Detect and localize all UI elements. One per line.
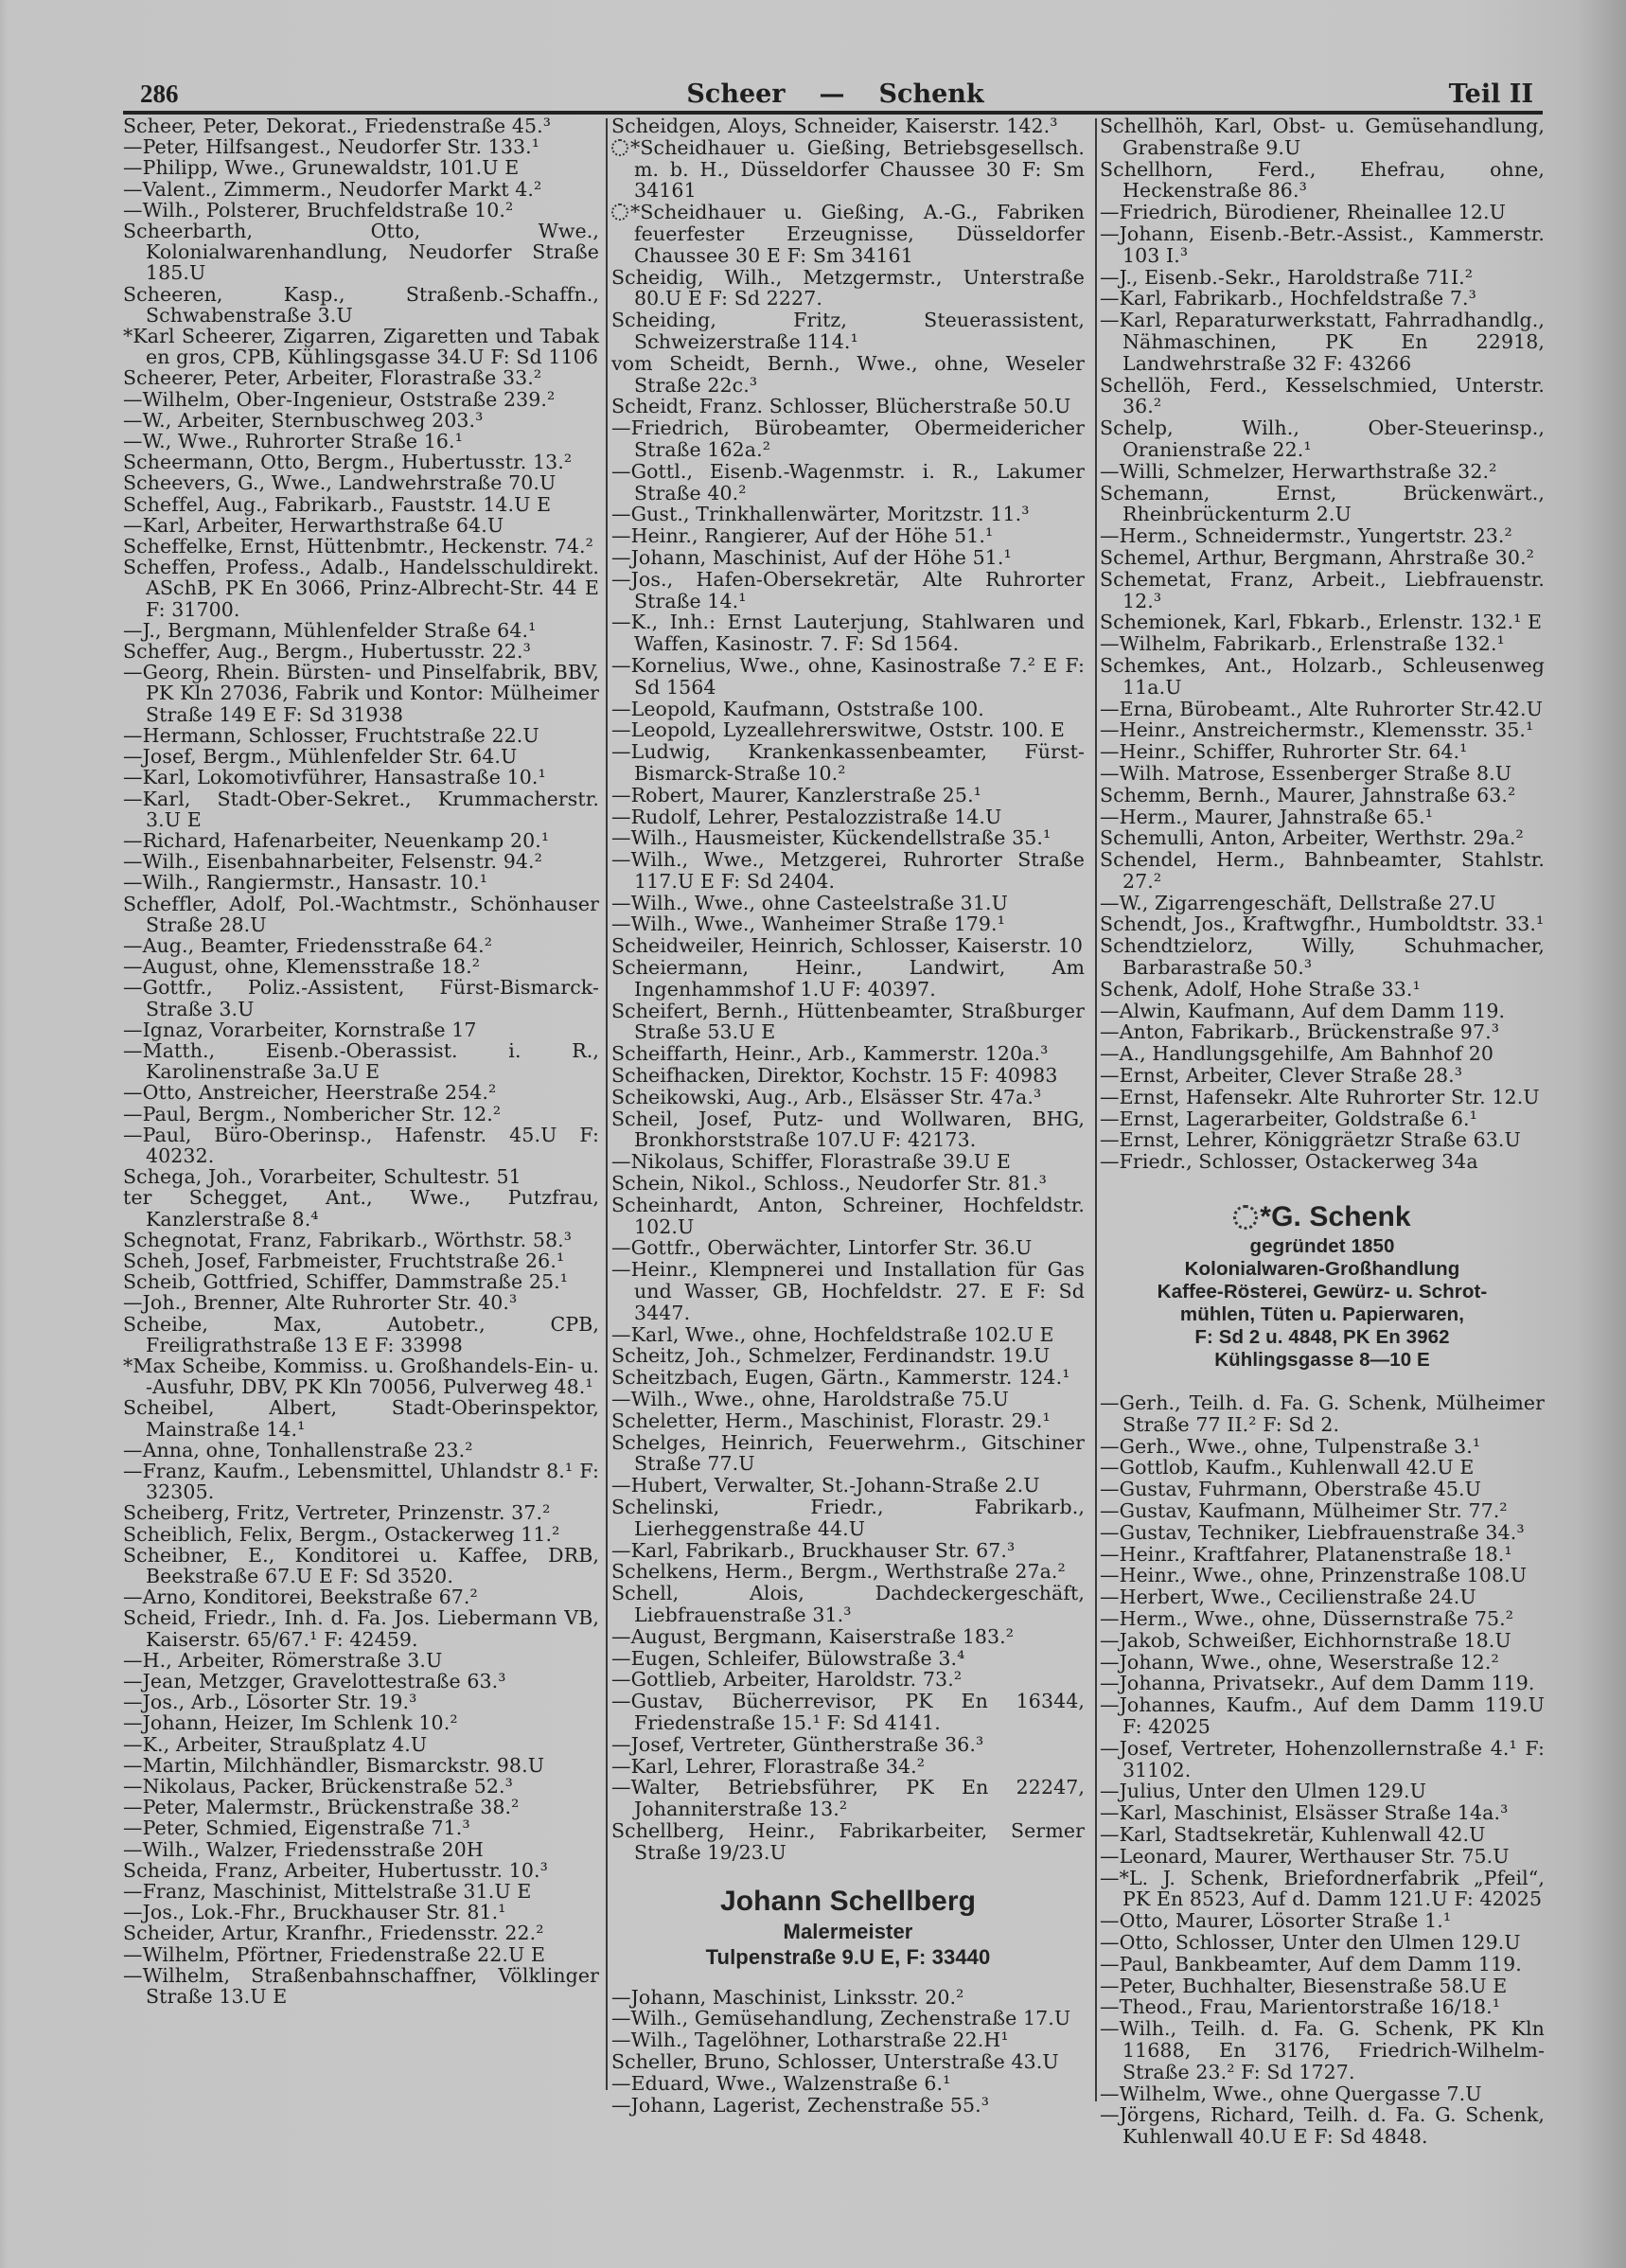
directory-entry: —Wilh., Wwe., ohne Casteelstraße 31.U [611,891,1008,914]
directory-entry: —Anton, Fabrikarb., Brückenstraße 97.³ [1100,1020,1500,1044]
directory-entry: Scheiberg, Fritz, Vertreter, Prinzenstr. 37.² [123,1501,551,1525]
directory-entry: —Jörgens, Richard, Teilh. d. Fa. G. Schenk, Kuhlenwall 40.U E F: Sd 4848. [1100,2103,1545,2149]
directory-entry: —Wilhelm, Fabrikarb., Erlenstraße 132.¹ [1100,632,1505,656]
directory-entry: Scheerer, Peter, Arbeiter, Florastraße 33.² [123,366,542,390]
directory-entry: —Jos., Arb., Lösorter Str. 19.³ [123,1691,417,1714]
directory-entry: —Friedr., Schlosser, Ostackerweg 34a [1100,1150,1478,1174]
directory-entry: —Heinr., Kraftfahrer, Platanenstraße 18.¹ [1100,1542,1512,1566]
directory-entry: —Anna, ohne, Tonhallenstraße 23.² [123,1438,473,1462]
directory-entry: —Johanna, Privatsekr., Auf dem Damm 119. [1100,1672,1535,1695]
directory-entry: Schemulli, Anton, Arbeiter, Werthstr. 29a.² [1100,826,1524,850]
running-head-to: Schenk [878,80,984,109]
directory-entry: Scheider, Artur, Kranfhr., Friedensstr. 22.² [123,1922,544,1945]
directory-entry: —W., Zigarrengeschäft, Dellstraße 27.U [1100,891,1496,914]
directory-entry: Scheidig, Wilh., Metzgermstr., Unterstraße 80.U E F: Sd 2227. [611,265,1085,310]
directory-entry: Scheifert, Bernh., Hüttenbeamter, Straßburger Straße 53.U E [611,999,1085,1044]
directory-entry: —Alwin, Kaufmann, Auf dem Damm 119. [1100,999,1506,1022]
ad-title-text: *G. Schenk [1260,1201,1411,1233]
directory-entry: Schendel, Herm., Bahnbeamter, Stahlstr. 27.² [1100,848,1545,893]
wreath-icon [611,204,628,221]
directory-entry: —Nikolaus, Schiffer, Florastraße 39.U E [611,1150,1011,1174]
column-1 [123,115,599,2007]
directory-entry: —Theod., Frau, Marientorstraße 16/18.¹ [1100,1995,1501,2019]
running-head-from: Scheer [686,80,786,109]
directory-entry: Scheffer, Aug., Bergm., Hubertusstr. 22.³ [123,640,531,664]
directory-entry: Scheller, Bruno, Schlosser, Unterstraße 43.U [611,2049,1059,2073]
directory-entry: Schendtzielorz, Willy, Schuhmacher, Barbarastraße 50.³ [1100,934,1545,980]
directory-entry: —A., Handlungsgehilfe, Am Bahnhof 20 [1100,1042,1493,1066]
directory-entry: Scheiblich, Felix, Bergm., Ostackerweg 11.² [123,1522,560,1546]
ad-line: Kaffee-Rösterei, Gewürz- u. Schrot- [1157,1281,1488,1303]
directory-entry: —Johann, Heizer, Im Schlenk 10.² [123,1711,458,1735]
directory-entry: —Heinr., Schiffer, Ruhrorter Str. 64.¹ [1100,740,1468,764]
directory-entry: Scheidt, Franz. Schlosser, Blücherstraße 50.U [611,395,1071,418]
directory-entry: —Jos., Hafen-Obersekretär, Alte Ruhrorter Straße 14.¹ [611,567,1085,612]
ad-title [611,1885,1085,1919]
directory-entry: —K., Arbeiter, Straußplatz 4.U [123,1732,428,1756]
page-number: 286 [140,80,179,108]
directory-entry: —Gottl., Eisenb.-Wagenmstr. i. R., Lakumer Straße 40.² [611,459,1085,505]
directory-entry: —Valent., Zimmerm., Neudorfer Markt 4.² [123,177,542,201]
directory-entry: Schellhöh, Karl, Obst- u. Gemüsehandlung, Grabenstraße 9.U [1100,115,1545,159]
directory-entry: Scheil, Josef, Putz- und Wollwaren, BHG, Bronkhorststraße 107.U F: 42173. [611,1107,1085,1152]
directory-entry: *Karl Scheerer, Zigarren, Zigaretten und Tabak en gros, CPB, Kühlingsgasse 34.U F: Sd 1106 [123,325,599,369]
directory-entry: —*L. J. Schenk, Briefordnerfabrik „Pfeil“, PK En 8523, Auf d. Damm 121.U F: 42025 [1100,1866,1545,1911]
directory-entry: —Karl, Lehrer, Florastraße 34.² [611,1754,926,1778]
directory-entry: —Georg, Rhein. Bürsten- und Pinselfabrik, BBV, PK Kln 27036, Fabrik und Kontor: Mülheimer Straße 149 E F: Sd 31938 [123,661,599,726]
directory-entry: Scheermann, Otto, Bergm., Hubertusstr. 13.² [123,451,573,474]
directory-entry: Schellberg, Heinr., Fabrikarbeiter, Sermer Straße 19/23.U [611,1818,1085,1864]
directory-entry: Schemann, Ernst, Brückenwärt., Rheinbrückenturm 2.U [1100,481,1545,526]
directory-entry: —Karl, Reparaturwerkstatt, Fahrradhandlg., Nähmaschinen, PK En 22918, Landwehrstraße 32 F: 43266 [1100,309,1545,375]
directory-entry: —Gust., Trinkhallenwärter, Moritzstr. 11.³ [611,503,1030,526]
directory-entry: Scheiermann, Heinr., Landwirt, Am Ingenhammshof 1.U F: 40397. [611,956,1085,1001]
directory-entry: —K., Inh.: Ernst Lauterjung, Stahlwaren und Waffen, Kasinostr. 7. F: Sd 1564. [611,611,1085,656]
directory-entry: —Joh., Brenner, Alte Ruhrorter Str. 40.³ [123,1291,518,1315]
directory-entry: Schemm, Bernh., Maurer, Jahnstraße 63.² [1100,783,1516,806]
directory-entry: —Ernst, Lehrer, Königgräetzr Straße 63.U [1100,1128,1521,1152]
directory-entry: —Arno, Konditorei, Beekstraße 67.² [123,1586,478,1609]
directory-entry: Schellöh, Ferd., Kesselschmied, Unterstr. 36.² [1100,373,1545,418]
directory-entry: Schendt, Jos., Kraftwgfhr., Humboldtstr. 33.¹ [1100,913,1545,936]
directory-entry: Schell, Alois, Dachdeckergeschäft, Liebfrauenstraße 31.³ [611,1582,1085,1626]
directory-entry: —Johann, Eisenb.-Betr.-Assist., Kammerstr. 103 I.³ [1100,221,1545,267]
directory-entry: —Gottlob, Kaufm., Kuhlenwall 42.U E [1100,1456,1475,1480]
directory-entry: —Wilh. Matrose, Essenberger Straße 8.U [1100,761,1512,785]
directory-entry: —Friedrich, Bürobeamter, Obermeidericher Straße 162a.² [611,416,1085,461]
directory-entry: —Ernst, Arbeiter, Clever Straße 28.³ [1100,1064,1463,1088]
directory-entry: —Johannes, Kaufm., Auf dem Damm 119.U F: 42025 [1100,1693,1545,1738]
part-label: Teil II [1448,80,1533,109]
column-3 [1100,115,1545,2148]
advertisement [611,1885,1085,1970]
directory-entry: —Hubert, Verwalter, St.-Johann-Straße 2.U [611,1474,1040,1497]
directory-entry: —Karl, Wwe., ohne, Hochfeldstraße 102.U E [611,1322,1054,1346]
directory-entry: Schein, Nikol., Schloss., Neudorfer Str. 81.³ [611,1172,1047,1196]
directory-entry: —Paul, Bankbeamter, Auf dem Damm 119. [1100,1952,1522,1976]
ad-title-text: Johann Schellberg [719,1885,977,1917]
directory-entry: Scheevers, G., Wwe., Landwehrstraße 70.U [123,471,557,495]
directory-entry: Schemetat, Franz, Arbeit., Liebfrauenstr. 12.³ [1100,567,1545,612]
ad-line: Kühlingsgasse 8—10 E [1214,1349,1430,1372]
directory-entry: —J., Eisenb.-Sekr., Haroldstraße 71I.² [1100,265,1474,289]
directory-entry: —Eugen, Schleifer, Bülowstraße 3.⁴ [611,1646,965,1670]
directory-entry: —Gustav, Kaufmann, Mülheimer Str. 77.² [1100,1499,1508,1523]
directory-entry: —Heinr., Klempnerei und Installation für Gas und Wasser, GB, Hochfeldstr. 27. E F: Sd 3447. [611,1258,1085,1324]
directory-entry: —Gustav, Techniker, Liebfrauenstraße 34.³ [1100,1520,1525,1544]
directory-entry: —J., Bergmann, Mühlenfelder Straße 64.¹ [123,618,537,642]
directory-entry: —Josef, Bergm., Mühlenfelder Str. 64.U [123,745,518,769]
directory-entry: —Johann, Wwe., ohne, Weserstraße 12.² [1100,1650,1499,1674]
ad-line: mühlen, Tüten u. Papierwaren, [1179,1303,1465,1326]
directory-entry: —Wilh., Wwe., Metzgerei, Ruhrorter Straße 117.U E F: Sd 2404. [611,848,1085,893]
directory-entry: —Otto, Anstreicher, Heerstraße 254.² [123,1081,497,1105]
directory-entry: Schemkes, Ant., Holzarb., Schleusenweg 11a.U [1100,653,1545,699]
directory-entry: —Wilh., Tagelöhner, Lotharstraße 22.H¹ [611,2029,1009,2052]
directory-entry: —Ludwig, Krankenkassenbeamter, Fürst-Bismarck-Straße 10.² [611,740,1085,785]
column-divider [1095,118,1097,2101]
directory-entry: —Jos., Lok.-Fhr., Bruckhauser Str. 81.¹ [123,1901,506,1924]
directory-entry: —Karl, Arbeiter, Herwarthstraße 64.U [123,513,504,537]
wreath-icon [611,139,628,156]
directory-entry: Scheitz, Joh., Schmelzer, Ferdinandstr. 19.U [611,1344,1051,1368]
directory-entry: —W., Wwe., Ruhrorter Straße 16.¹ [123,430,463,453]
directory-entry: —Aug., Beamter, Friedensstraße 64.² [123,933,493,957]
directory-entry: —Wilh., Wwe., ohne, Haroldstraße 75.U [611,1388,1009,1411]
directory-entry: Scheffelke, Ernst, Hüttenbmtr., Heckenstr. 74.² [123,535,593,558]
directory-entry: —August, ohne, Klemensstraße 18.² [123,955,481,979]
directory-entry: —Rudolf, Lehrer, Pestalozzistraße 14.U [611,805,1002,828]
directory-entry: —Gustav, Fuhrmann, Oberstraße 45.U [1100,1478,1482,1501]
directory-entry: —Gustav, Bücherrevisor, PK En 16344, Friedenstraße 15.¹ F: Sd 4141. [611,1690,1085,1734]
directory-entry: —Wilhelm, Wwe., ohne Quergasse 7.U [1100,2082,1482,2105]
wreath-icon [1233,1205,1258,1230]
directory-entry: vom Scheidt, Bernh., Wwe., ohne, Weseler Straße 22c.³ [611,351,1085,397]
directory-entry: —Erna, Bürobeamt., Alte Ruhrorter Str.42.U [1100,697,1543,720]
directory-entry: —Heinr., Wwe., ohne, Prinzenstraße 108.U [1100,1564,1528,1587]
directory-entry: —Willi, Schmelzer, Herwarthstraße 32.² [1100,459,1497,483]
directory-entry: —Paul, Bergm., Nombericher Str. 12.² [123,1102,502,1125]
directory-entry: Scheeren, Kasp., Straßenb.-Schaffn., Schwabenstraße 3.U [123,282,599,327]
directory-entry: —Ernst, Hafensekr. Alte Ruhrorter Str. 12.U [1100,1085,1540,1108]
directory-entry: —Jean, Metzger, Gravelottestraße 63.³ [123,1670,506,1693]
directory-entry: Scheh, Josef, Farbmeister, Fruchtstraße 26.¹ [123,1249,565,1272]
directory-entry: Scheletter, Herm., Maschinist, Florastr. 29.¹ [611,1409,1051,1432]
directory-entry: Scheid, Friedr., Inh. d. Fa. Jos. Liebermann VB, Kaiserstr. 65/67.¹ F: 42459. [123,1606,599,1651]
directory-entry: —Herm., Wwe., ohne, Düssernstraße 75.² [1100,1607,1514,1631]
directory-entry: —Herbert, Wwe., Cecilienstraße 24.U [1100,1586,1476,1609]
directory-entry: —Matth., Eisenb.-Oberassist. i. R., Karolinenstraße 3a.U E [123,1038,599,1084]
directory-entry: —Josef, Vertreter, Güntherstraße 36.³ [611,1732,984,1756]
directory-entry: Schemel, Arthur, Bergmann, Ahrstraße 30.² [1100,545,1534,569]
directory-entry: —Karl, Fabrikarb., Hochfeldstraße 7.³ [1100,287,1476,310]
directory-entry: —Wilhelm, Ober-Ingenieur, Oststraße 239.² [123,387,556,411]
directory-entry: —Herm., Maurer, Jahnstraße 65.¹ [1100,805,1434,828]
directory-entry: —Philipp, Wwe., Grunewaldstr, 101.U E [123,156,520,180]
directory-entry: Schega, Joh., Vorarbeiter, Schultestr. 51 [123,1165,521,1189]
directory-entry: —Peter, Buchhalter, Biesenstraße 58.U E [1100,1974,1508,1997]
column-2 [611,115,1085,2116]
directory-entry: Scheifhacken, Direktor, Kochstr. 15 F: 40983 [611,1064,1058,1088]
directory-entry: —Wilh., Hausmeister, Kückendellstraße 35.¹ [611,826,1052,850]
directory-entry: Schelkens, Herm., Bergm., Werthstraße 27a.² [611,1560,1066,1584]
directory-entry: Scheida, Franz, Arbeiter, Hubertusstr. 10.³ [123,1858,548,1882]
ad-line: Tulpenstraße 9.U E, F: 33440 [705,1944,991,1969]
directory-entry: —Peter, Malermstr., Brückenstraße 38.² [123,1796,520,1819]
directory-entry: ter Schegget, Ant., Wwe., Putzfrau, Kanzlerstraße 8.⁴ [123,1186,599,1231]
directory-entry: —Nikolaus, Packer, Brückenstraße 52.³ [123,1775,513,1798]
directory-entry: Scheib, Gottfried, Schiffer, Dammstraße 25.¹ [123,1270,569,1294]
directory-entry: —Ignaz, Vorarbeiter, Kornstraße 17 [123,1018,477,1041]
directory-entry: Scheiding, Fritz, Steuerassistent, Schweizerstraße 114.¹ [611,309,1085,353]
directory-entry: —Heinr., Anstreichermstr., Klemensstr. 35.¹ [1100,718,1534,742]
directory-entry: —Walter, Betriebsführer, PK En 22247, Johanniterstraße 13.² [611,1776,1085,1821]
directory-entry: —Gottfr., Poliz.-Assistent, Fürst-Bismarck-Straße 3.U [123,976,599,1020]
directory-entry: —W., Arbeiter, Sternbuschweg 203.³ [123,408,484,432]
directory-entry: Schegnotat, Franz, Fabrikarb., Wörthstr. 58.³ [123,1228,573,1251]
directory-entry: —Karl, Stadtsekretär, Kuhlenwall 42.U [1100,1822,1486,1846]
directory-entry: Scheffler, Adolf, Pol.-Wachtmstr., Schönhauser Straße 28.U [123,892,599,936]
directory-entry: —Wilhelm, Straßenbahnschaffner, Völklinger Straße 13.U E [123,1963,599,2009]
directory-entry: —August, Bergmann, Kaiserstraße 183.² [611,1624,1015,1648]
directory-entry: —Jakob, Schweißer, Eichhornstraße 18.U [1100,1628,1511,1652]
column-divider [606,118,608,2090]
directory-entry: —Wilh., Gemüsehandlung, Zechenstraße 17.U [611,2007,1071,2030]
directory-entry: Schelp, Wilh., Ober-Steuerinsp., Oranienstraße 22.¹ [1100,416,1545,461]
directory-entry: —Johann, Maschinist, Linksstr. 20.² [611,1985,964,2009]
directory-entry: —Gerh., Wwe., ohne, Tulpenstraße 3.¹ [1100,1434,1481,1458]
directory-entry: Scheinhardt, Anton, Schreiner, Hochfeldstr. 102.U [611,1193,1085,1238]
directory-entry: —Wilh., Polsterer, Bruchfeldstraße 10.² [123,198,514,221]
directory-entry: —Martin, Milchhändler, Bismarckstr. 98.U [123,1753,545,1777]
directory-entry: —Peter, Schmied, Eigenstraße 71.³ [123,1816,470,1840]
directory-entry: —Karl, Fabrikarb., Bruckhauser Str. 67.³ [611,1538,1016,1562]
directory-entry: —Otto, Maurer, Lösorter Straße 1.¹ [1100,1909,1452,1933]
running-head-separator: — [819,80,845,109]
directory-entry: *Max Scheibe, Kommiss. u. Großhandels-Ein- u. -Ausfuhr, DBV, PK Kln 70056, Pulverweg 48.¹ [123,1354,599,1399]
directory-entry: —Wilhelm, Pförtner, Friedenstraße 22.U E [123,1942,546,1966]
directory-entry: —Heinr., Rangierer, Auf der Höhe 51.¹ [611,524,994,548]
directory-entry: Scheikowski, Aug., Arb., Elsässer Str. 47a.³ [611,1085,1042,1108]
directory-entry: Schemionek, Karl, Fbkarb., Erlenstr. 132.¹ E [1100,611,1543,634]
directory-entry: —Franz, Kaufm., Lebensmittel, Uhlandstr 8.¹ F: 32305. [123,1460,599,1504]
directory-entry: Scheffen, Profess., Adalb., Handelsschuldirekt. ASchB, PK En 3066, Prinz-Albrecht-Str. 44 E F: 31700. [123,556,599,621]
directory-entry: Scheibel, Albert, Stadt-Oberinspektor, Mainstraße 14.¹ [123,1396,599,1441]
directory-entry: —H., Arbeiter, Römerstraße 3.U [123,1648,443,1672]
directory-entry: —Wilh., Rangiermstr., Hansastr. 10.¹ [123,871,488,895]
directory-entry: —Leopold, Lyzeallehrerswitwe, Oststr. 100. E [611,718,1065,742]
directory-entry: —Gerh., Teilh. d. Fa. G. Schenk, Mülheimer Straße 77 II.² F: Sd 2. [1100,1391,1545,1436]
directory-entry: —Karl, Stadt-Ober-Sekret., Krummacherstr. 3.U E [123,787,599,831]
directory-entry: Scheer, Peter, Dekorat., Friedenstraße 45.³ [123,115,552,137]
ad-title [1100,1199,1545,1235]
directory-entry: —Peter, Hilfsangest., Neudorfer Str. 133.¹ [123,135,540,159]
directory-entry: —Herm., Schneidermstr., Yungertstr. 23.² [1100,524,1512,548]
directory-entry: —Gottfr., Oberwächter, Lintorfer Str. 36.U [611,1236,1033,1260]
advertisement [1100,1199,1545,1372]
ad-line: F: Sd 2 u. 4848, PK En 3962 [1194,1326,1450,1349]
directory-entry: Schenk, Adolf, Hohe Straße 33.¹ [1100,977,1421,1001]
directory-entry: —Friedrich, Bürodiener, Rheinallee 12.U [1100,201,1506,224]
directory-entry: Scheiffarth, Heinr., Arb., Kammerstr. 120a.³ [611,1042,1049,1066]
directory-entry: *Scheidhauer u. Gießing, A.-G., Fabriken feuerfester Erzeugnisse, Düsseldorfer Chaussee 30 E F: Sm 34161 [611,202,1085,266]
directory-entry: —Karl, Lokomotivführer, Hansastraße 10.¹ [123,766,546,789]
directory-entry: —Johann, Lagerist, Zechenstraße 55.³ [611,2093,990,2117]
directory-entry: —Hermann, Schlosser, Fruchtstraße 22.U [123,723,539,747]
directory-entry: —Franz, Maschinist, Mittelstraße 31.U E [123,1880,532,1904]
ad-line: Kolonialwaren-Großhandlung [1184,1258,1460,1281]
directory-entry: Scheffel, Aug., Fabrikarb., Fauststr. 14.U E [123,492,552,516]
directory-entry: —Otto, Schlosser, Unter den Ulmen 129.U [1100,1930,1521,1954]
directory-entry: —Eduard, Wwe., Walzenstraße 6.¹ [611,2071,951,2095]
directory-entry: —Leonard, Maurer, Werthauser Str. 75.U [1100,1844,1510,1868]
directory-entry: Schelinski, Friedr., Fabrikarb., Lierheggenstraße 44.U [611,1496,1085,1540]
directory-entry: —Karl, Maschinist, Elsässer Straße 14a.³ [1100,1801,1509,1825]
directory-entry: Scheerbarth, Otto, Wwe., Kolonialwarenhandlung, Neudorfer Straße 185.U [123,220,599,285]
directory-entry: Schellhorn, Ferd., Ehefrau, ohne, Heckenstraße 86.³ [1100,157,1545,203]
ad-line: Malermeister [783,1919,913,1943]
directory-entry: —Paul, Büro-Oberinsp., Hafenstr. 45.U F: 40232. [123,1123,599,1167]
directory-entry: —Leopold, Kaufmann, Oststraße 100. [611,697,984,720]
directory-entry: —Kornelius, Wwe., ohne, Kasinostraße 7.² E F: Sd 1564 [611,653,1085,699]
directory-entry: —Josef, Vertreter, Hohenzollernstraße 4.¹ F: 31102. [1100,1736,1545,1781]
directory-entry: Schelges, Heinrich, Feuerwehrm., Gitschiner Straße 77.U [611,1430,1085,1476]
directory-entry: —Gottlieb, Arbeiter, Haroldstr. 73.² [611,1668,963,1692]
directory-entry: Scheidweiler, Heinrich, Schlosser, Kaiserstr. 10 [611,934,1084,958]
directory-entry: Scheibner, E., Konditorei u. Kaffee, DRB, Beekstraße 67.U E F: Sd 3520. [123,1543,599,1588]
directory-entry: —Johann, Maschinist, Auf der Höhe 51.¹ [611,545,1012,569]
directory-entry: —Robert, Maurer, Kanzlerstraße 25.¹ [611,783,981,806]
directory-entry: —Richard, Hafenarbeiter, Neuenkamp 20.¹ [123,828,550,852]
running-head [123,80,1547,109]
directory-entry: —Wilh., Teilh. d. Fa. G. Schenk, PK Kln 11688, En 3176, Friedrich-Wilhelm-Straße 23.² F: Sd 1727. [1100,2017,1545,2083]
directory-entry: —Wilh., Eisenbahnarbeiter, Felsenstr. 94.² [123,850,542,874]
ad-line: gegründet 1850 [1249,1235,1395,1258]
directory-entry: —Julius, Unter den Ulmen 129.U [1100,1780,1426,1803]
directory-entry: *Scheidhauer u. Gießing, Betriebsgesellsch. m. b. H., Düsseldorfer Chaussee 30 F: Sm 34161 [611,137,1085,202]
directory-entry: —Wilh., Wwe., Wanheimer Straße 179.¹ [611,913,1005,936]
directory-entry: Scheibe, Max, Autobetr., CPB, Freiligrathstraße 13 E F: 33998 [123,1312,599,1356]
directory-entry: Scheitzbach, Eugen, Gärtn., Kammerstr. 124.¹ [611,1366,1070,1390]
directory-entry: Scheidgen, Aloys, Schneider, Kaiserstr. 142.³ [611,115,1058,137]
directory-entry: —Wilh., Walzer, Friedensstraße 20H [123,1837,484,1861]
directory-entry: —Ernst, Lagerarbeiter, Goldstraße 6.¹ [1100,1107,1477,1130]
